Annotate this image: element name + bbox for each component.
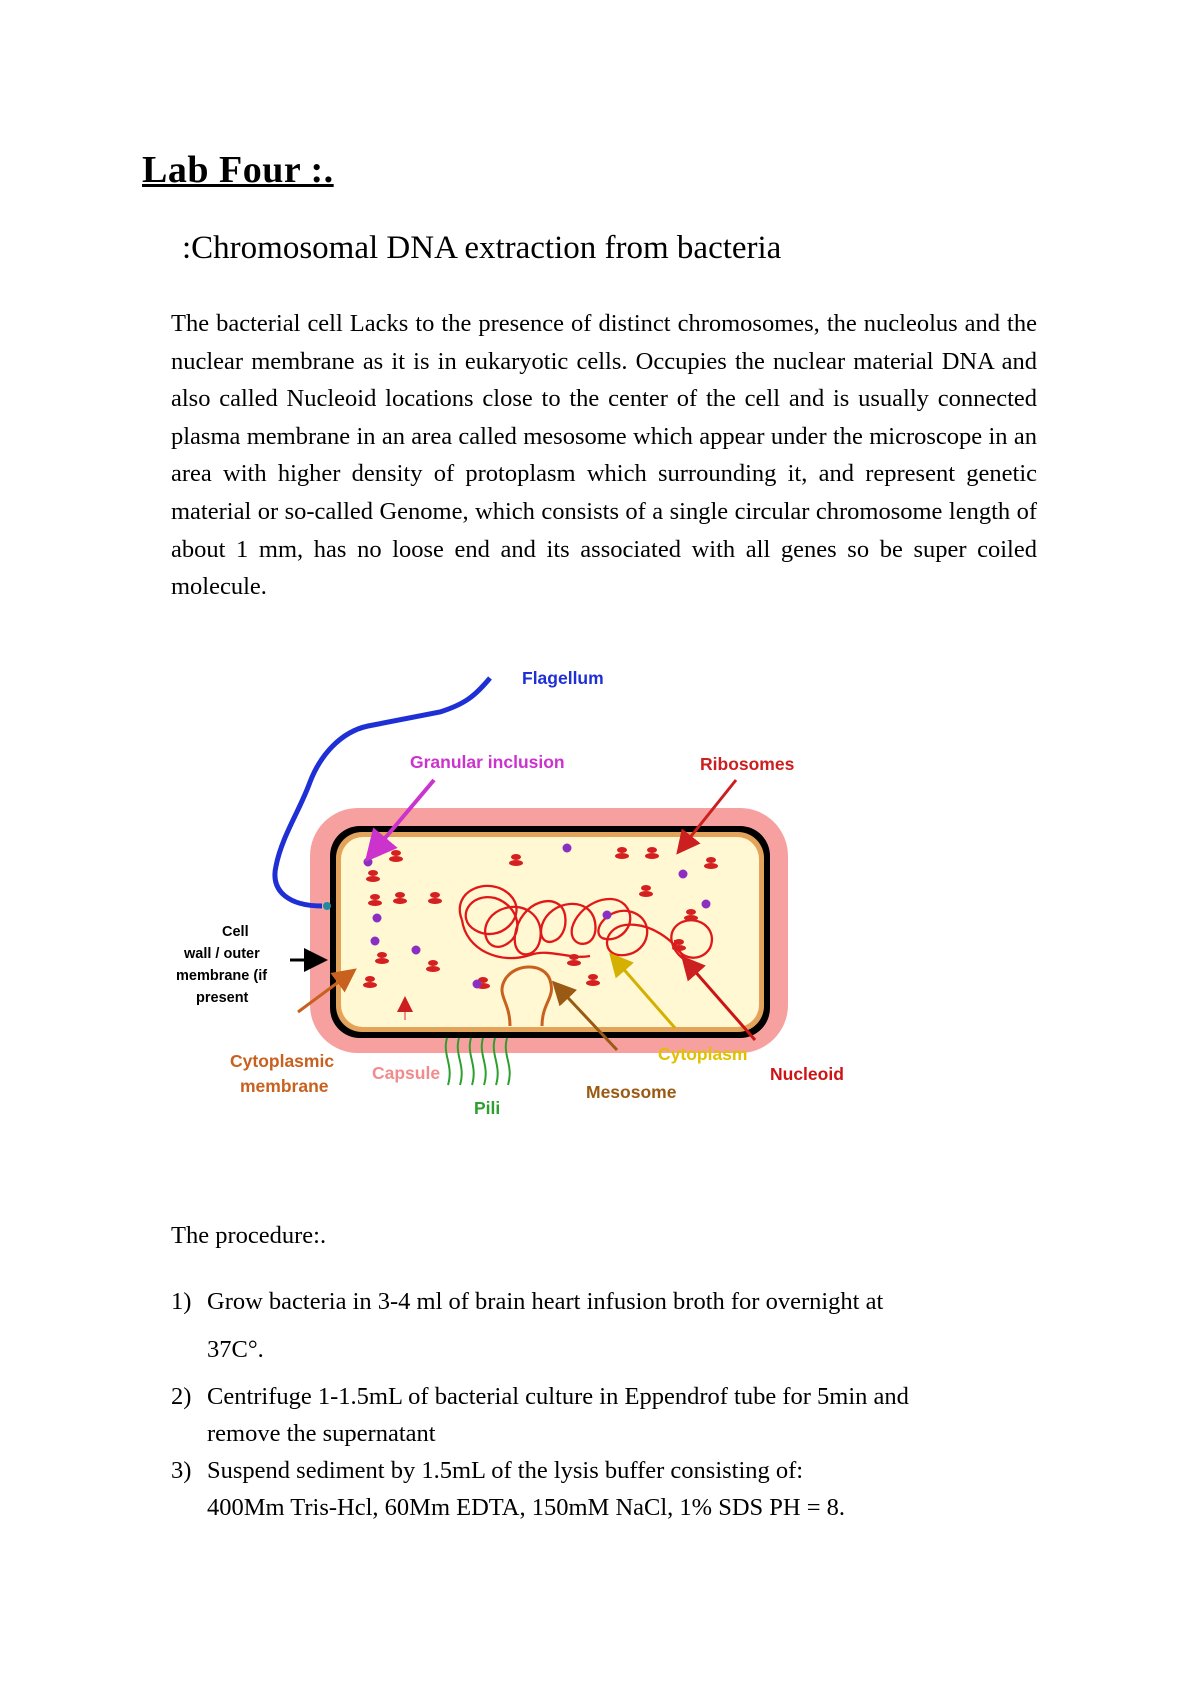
mesosome-shape [502,967,552,1026]
label-ribosomes: Ribosomes [700,754,795,774]
label-nucleoid: Nucleoid [770,1064,844,1084]
procedure-heading: The procedure:. [171,1222,327,1249]
label-pili: Pili [474,1098,501,1118]
step-text-continued: 37C°. [207,1336,264,1363]
label-cytoplasmic-membrane-1: Cytoplasmic [230,1051,335,1071]
bacterial-cell-diagram [170,660,850,1130]
page-title: Lab Four :. [142,149,334,191]
label-cell-wall-3: membrane (if [176,968,268,984]
step-text-continued: remove the supernatant [207,1420,436,1447]
procedure-step [171,1283,1051,1368]
step-number: 1) [171,1288,192,1315]
label-granular-inclusion: Granular inclusion [410,752,565,772]
step-text-continued: 400Mm Tris-Hcl, 60Mm EDTA, 150mM NaCl, 1% SDS PH = 8. [207,1494,846,1521]
step-text: Grow bacteria in 3-4 ml of brain heart infusion broth for overnight at [207,1288,884,1315]
procedure-step [171,1378,1051,1452]
step-text: Centrifuge 1-1.5mL of bacterial culture in Eppendrof tube for 5min and [207,1383,909,1410]
label-mesosome: Mesosome [586,1082,677,1102]
label-cell-wall-2: wall / outer [184,946,260,962]
step-number: 3) [171,1457,192,1484]
procedure-steps [171,1283,1051,1526]
step-text: Suspend sediment by 1.5mL of the lysis buffer consisting of: [207,1457,804,1484]
label-cytoplasm: Cytoplasm [658,1044,748,1064]
label-cell-wall-4: present [196,990,249,1006]
step-number: 2) [171,1383,192,1410]
label-cell-wall-1: Cell [222,924,249,940]
label-cytoplasmic-membrane-2: membrane [240,1076,329,1096]
procedure-step [171,1452,1051,1526]
label-flagellum: Flagellum [522,668,604,688]
section-subtitle: :Chromosomal DNA extraction from bacteria [182,230,782,266]
intro-paragraph: The bacterial cell Lacks to the presence of distinct chromosomes, the nucleolus and the nuclear membrane as it is in eukaryotic cells. Occupies the nuclear material DNA and also called Nucleoid locations close to the center of the cell and is usually connected plasma membrane in an area called mesosome which appear under the microscope in an area with higher density of protoplasm which surrounding it, and represent genetic material or so-called Genome, which consists of a single circular chromosome length of about 1 mm, has no loose end and its associated with all genes so be super coiled molecule. [171,310,1037,601]
label-capsule: Capsule [372,1063,441,1083]
